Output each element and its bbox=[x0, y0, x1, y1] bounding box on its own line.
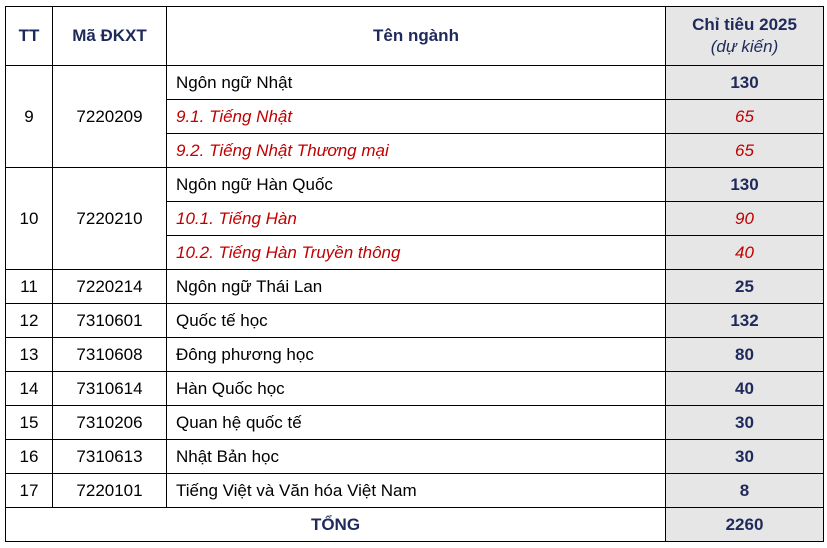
cell-quota-sub: 40 bbox=[666, 236, 824, 270]
table-row bbox=[6, 440, 824, 474]
cell-tt: 11 bbox=[6, 270, 53, 304]
cell-code: 7310614 bbox=[53, 372, 167, 406]
cell-quota-sub: 65 bbox=[666, 134, 824, 168]
table-row bbox=[6, 304, 824, 338]
table-row bbox=[6, 270, 824, 304]
cell-code: 7220209 bbox=[53, 66, 167, 168]
cell-name: Đông phương học bbox=[167, 338, 666, 372]
quota-table bbox=[5, 6, 824, 542]
cell-name-sub: 10.1. Tiếng Hàn bbox=[167, 202, 666, 236]
cell-tt: 12 bbox=[6, 304, 53, 338]
cell-name-sub: 9.2. Tiếng Nhật Thương mại bbox=[167, 134, 666, 168]
table-row bbox=[6, 66, 824, 100]
cell-code: 7310206 bbox=[53, 406, 167, 440]
cell-quota: 40 bbox=[666, 372, 824, 406]
cell-quota: 130 bbox=[666, 168, 824, 202]
cell-code: 7220214 bbox=[53, 270, 167, 304]
header-row bbox=[6, 7, 824, 66]
cell-quota: 30 bbox=[666, 406, 824, 440]
cell-quota: 25 bbox=[666, 270, 824, 304]
header-tt: TT bbox=[6, 7, 53, 66]
cell-name: Ngôn ngữ Nhật bbox=[167, 66, 666, 100]
cell-name: Tiếng Việt và Văn hóa Việt Nam bbox=[167, 474, 666, 508]
cell-tt: 14 bbox=[6, 372, 53, 406]
cell-code: 7220210 bbox=[53, 168, 167, 270]
cell-quota: 130 bbox=[666, 66, 824, 100]
cell-tt: 17 bbox=[6, 474, 53, 508]
header-code: Mã ĐKXT bbox=[53, 7, 167, 66]
cell-quota: 80 bbox=[666, 338, 824, 372]
cell-quota: 8 bbox=[666, 474, 824, 508]
cell-code: 7310601 bbox=[53, 304, 167, 338]
cell-name-sub: 10.2. Tiếng Hàn Truyền thông bbox=[167, 236, 666, 270]
header-quota bbox=[666, 7, 824, 66]
header-quota-sub: (dự kiến) bbox=[710, 37, 779, 56]
table-row bbox=[6, 168, 824, 202]
total-value: 2260 bbox=[666, 508, 824, 542]
cell-name: Ngôn ngữ Thái Lan bbox=[167, 270, 666, 304]
table-row bbox=[6, 338, 824, 372]
cell-name: Quốc tế học bbox=[167, 304, 666, 338]
cell-name: Hàn Quốc học bbox=[167, 372, 666, 406]
total-label: TỔNG bbox=[6, 508, 666, 542]
cell-name: Quan hệ quốc tế bbox=[167, 406, 666, 440]
cell-tt: 16 bbox=[6, 440, 53, 474]
cell-quota-sub: 65 bbox=[666, 100, 824, 134]
table-row bbox=[6, 406, 824, 440]
cell-code: 7310613 bbox=[53, 440, 167, 474]
cell-quota-sub: 90 bbox=[666, 202, 824, 236]
cell-name: Ngôn ngữ Hàn Quốc bbox=[167, 168, 666, 202]
table-row bbox=[6, 372, 824, 406]
cell-tt: 10 bbox=[6, 168, 53, 270]
cell-name: Nhật Bản học bbox=[167, 440, 666, 474]
cell-code: 7310608 bbox=[53, 338, 167, 372]
total-row bbox=[6, 508, 824, 542]
cell-name-sub: 9.1. Tiếng Nhật bbox=[167, 100, 666, 134]
header-name: Tên ngành bbox=[167, 7, 666, 66]
cell-tt: 15 bbox=[6, 406, 53, 440]
cell-code: 7220101 bbox=[53, 474, 167, 508]
cell-tt: 13 bbox=[6, 338, 53, 372]
header-quota-title: Chỉ tiêu 2025 bbox=[692, 15, 797, 34]
cell-quota: 132 bbox=[666, 304, 824, 338]
cell-quota: 30 bbox=[666, 440, 824, 474]
cell-tt: 9 bbox=[6, 66, 53, 168]
table-row bbox=[6, 474, 824, 508]
